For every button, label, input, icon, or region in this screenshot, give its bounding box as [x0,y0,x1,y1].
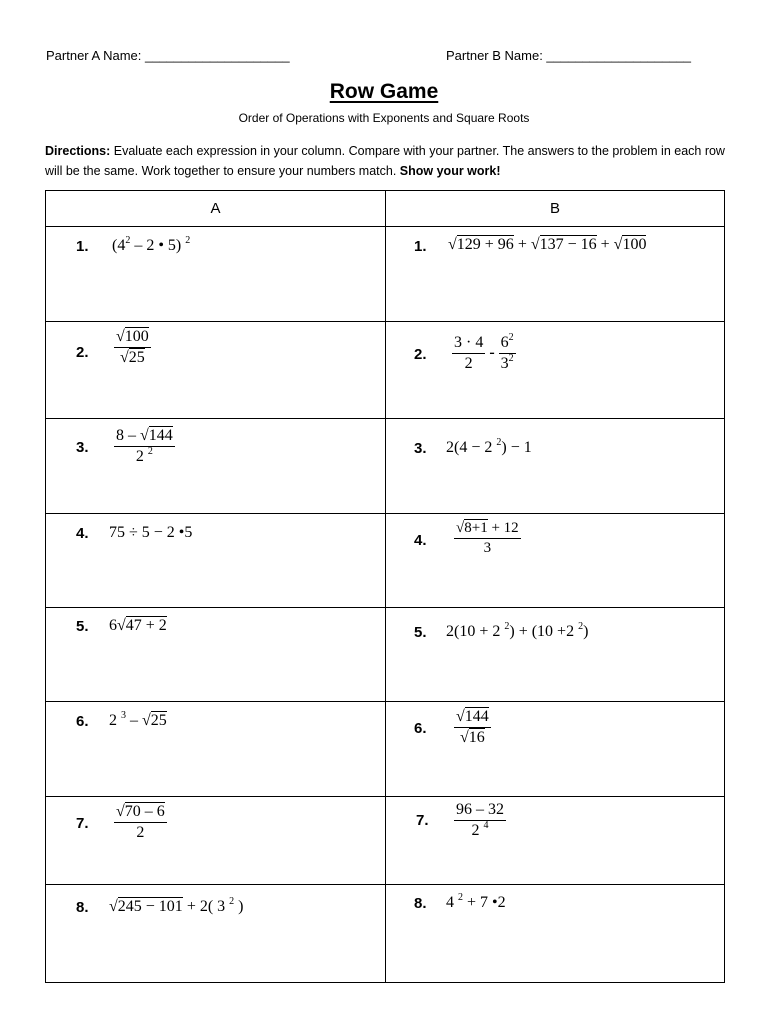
problem-number: 2. [76,344,89,361]
problem-cell-b3[interactable] [386,419,725,514]
table-row [46,419,725,514]
problem-number: 4. [414,532,427,549]
expression-a4: 75 ÷ 5 − 2 •5 [109,524,193,541]
problem-cell-b5[interactable] [386,608,725,702]
problem-cell-b8[interactable] [386,885,725,983]
page-subtitle: Order of Operations with Exponents and Square Roots [238,111,530,125]
expression-a8: √245 − 101 + 2( 3 $^2$ ) [109,896,244,915]
table-header-row [46,191,725,227]
expression-b4: $\frac{√8+1 + 12}{3}$ [456,520,519,556]
problem-cell-b7[interactable] [386,797,725,885]
expression-b3: 2(4 − 2 $^2$) − 1 [446,437,532,456]
problem-cell-a6[interactable] [46,702,386,797]
table-row [46,702,725,797]
problem-number: 1. [414,238,427,255]
expression-a6: 2 $^3$ – √25 [109,710,167,729]
expression-a2: $\frac{√100}{√25}$ [116,328,149,366]
expression-b8: 4 $^2$ + 7 •2 [446,892,506,911]
expression-a3: $\frac{8 - √144}{2 ^2}$ [116,427,173,465]
row-game-table [45,190,725,983]
expression-b5: 2(10 + 2 $^2$) + (10 +2 $^2$) [446,621,589,640]
expression-b2: $\frac{3 \cdot 4}{2}$ - $\frac{6^2}{3^2}$ [454,332,514,372]
problem-number: 2. [414,346,427,363]
problem-cell-b4[interactable] [386,514,725,608]
problem-cell-a7[interactable] [46,797,386,885]
problem-cell-a3[interactable] [46,419,386,514]
problem-number: 3. [76,439,89,456]
problem-cell-a5[interactable] [46,608,386,702]
problem-number: 1. [76,238,89,255]
problem-number: 5. [76,618,89,635]
expression-a1: ($4^2 - 2$ • 5) $^2$ [112,235,191,254]
problem-cell-b2[interactable] [386,322,725,419]
table-row [46,322,725,419]
partner-b-name-field[interactable]: Partner B Name: ____________________ [446,48,692,63]
table-row [46,514,725,608]
problem-cell-a1[interactable] [46,227,386,322]
directions-paragraph [45,141,735,181]
expression-b1: √129 + 96 + √137 − 16 + √100 [448,236,647,253]
problem-number: 6. [76,713,89,730]
page-title: Row Game [329,80,439,103]
table-row [46,608,725,702]
problem-number: 3. [414,440,427,457]
expression-a7: $\frac{√70 - 6}{2}$ [116,803,165,841]
directions-label: Directions: [45,144,111,158]
problem-number: 8. [76,899,89,916]
problem-number: 7. [416,812,429,829]
expression-b6: $\frac{√144}{√16}$ [456,708,489,746]
partner-a-name-field[interactable]: Partner A Name: ____________________ [46,48,290,63]
problem-cell-b1[interactable] [386,227,725,322]
column-b-header: B [386,191,725,227]
table-row [46,227,725,322]
expression-a5: 6√47 + 2 [109,617,167,634]
problem-number: 8. [414,895,427,912]
problem-number: 6. [414,720,427,737]
expression-b7: $\frac{96 - 32}{2 ^4}$ [456,801,504,839]
column-a-header: A [46,191,386,227]
directions-text: Evaluate each expression in your column. Compare with your partner. The answers to the problem in each row will be the same. Work together to ensure your numbers match. [45,144,725,178]
problem-cell-a2[interactable] [46,322,386,419]
problem-number: 5. [414,624,427,641]
table-row [46,885,725,983]
problem-cell-a8[interactable] [46,885,386,983]
directions-emphasis: Show your work! [399,164,501,178]
problem-cell-a4[interactable] [46,514,386,608]
problem-cell-b6[interactable] [386,702,725,797]
problem-number: 7. [76,815,89,832]
problem-number: 4. [76,525,89,542]
table-row [46,797,725,885]
